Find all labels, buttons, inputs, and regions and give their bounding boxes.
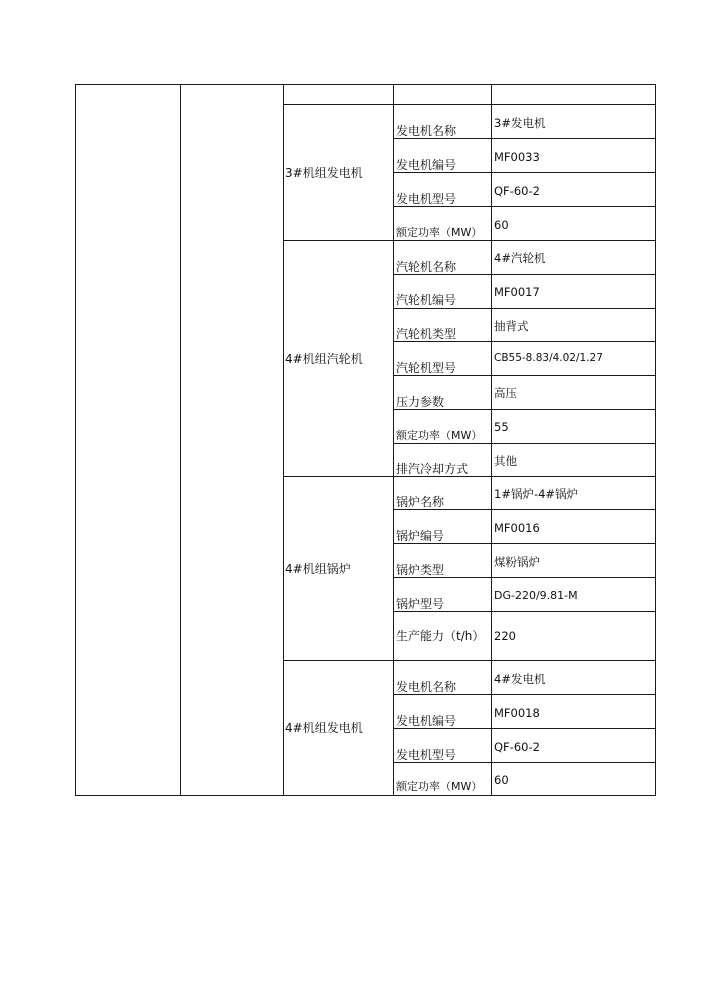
group-separator xyxy=(283,660,656,661)
table-right-border xyxy=(655,84,656,796)
field-value: MF0016 xyxy=(494,521,540,535)
field-value: 4#汽轮机 xyxy=(494,251,546,265)
field-label: 汽轮机编号 xyxy=(396,293,457,307)
field-label: 额定功率（MW） xyxy=(396,226,483,239)
field-value: 60 xyxy=(494,773,509,787)
field-label: 发电机编号 xyxy=(396,158,457,172)
field-value: CB55-8.83/4.02/1.27 xyxy=(494,352,603,364)
field-value: 4#发电机 xyxy=(494,672,546,686)
row-separator xyxy=(393,509,656,510)
row-separator xyxy=(393,543,656,544)
field-label: 发电机型号 xyxy=(396,748,457,762)
field-value: 60 xyxy=(494,218,509,232)
row-separator xyxy=(393,375,656,376)
field-label: 生产能力（t/h） xyxy=(396,629,485,643)
field-value: 220 xyxy=(494,629,516,643)
field-label: 发电机编号 xyxy=(396,714,457,728)
field-value: 其他 xyxy=(494,454,517,468)
row-separator xyxy=(393,577,656,578)
field-label: 汽轮机型号 xyxy=(396,361,457,375)
field-value: 煤粉锅炉 xyxy=(494,555,540,569)
field-label: 发电机名称 xyxy=(396,124,457,138)
row-separator xyxy=(393,274,656,275)
group-separator xyxy=(283,476,656,477)
field-value: MF0033 xyxy=(494,150,540,164)
field-label: 汽轮机名称 xyxy=(396,260,457,274)
field-label: 发电机名称 xyxy=(396,680,457,694)
field-value: MF0017 xyxy=(494,285,540,299)
field-label: 锅炉类型 xyxy=(396,563,445,577)
field-value: 高压 xyxy=(494,386,517,400)
row-separator xyxy=(393,762,656,763)
field-label: 汽轮机类型 xyxy=(396,327,457,341)
column-divider-1 xyxy=(180,84,181,796)
row-separator xyxy=(393,172,656,173)
field-label: 锅炉型号 xyxy=(396,597,445,611)
field-value: DG-220/9.81-M xyxy=(494,589,578,602)
field-value: 抽背式 xyxy=(494,319,529,333)
field-value: QF-60-2 xyxy=(494,184,540,198)
column-divider-2 xyxy=(283,84,284,796)
row-separator xyxy=(393,443,656,444)
field-label: 额定功率（MW） xyxy=(396,780,483,793)
table-bottom-border xyxy=(75,795,656,796)
row-separator xyxy=(393,341,656,342)
table-left-border xyxy=(75,84,76,796)
field-label: 额定功率（MW） xyxy=(396,429,483,442)
group-label: 4#机组锅炉 xyxy=(285,562,351,576)
field-label: 压力参数 xyxy=(396,395,445,409)
column-divider-4 xyxy=(491,84,492,796)
group-label: 4#机组汽轮机 xyxy=(285,352,363,366)
field-value: 55 xyxy=(494,420,509,434)
header-row-line xyxy=(283,104,656,105)
group-label: 4#机组发电机 xyxy=(285,721,363,735)
field-value: QF-60-2 xyxy=(494,740,540,754)
field-label: 锅炉编号 xyxy=(396,529,445,543)
row-separator xyxy=(393,694,656,695)
field-label: 排汽冷却方式 xyxy=(396,462,469,476)
group-separator xyxy=(283,240,656,241)
row-separator xyxy=(393,308,656,309)
row-separator xyxy=(393,728,656,729)
field-value: 3#发电机 xyxy=(494,116,546,130)
field-label: 锅炉名称 xyxy=(396,495,445,509)
column-divider-3 xyxy=(393,84,394,796)
field-label: 发电机型号 xyxy=(396,192,457,206)
table-top-border xyxy=(75,84,656,85)
group-label: 3#机组发电机 xyxy=(285,166,363,180)
row-separator xyxy=(393,138,656,139)
field-value: 1#锅炉-4#锅炉 xyxy=(494,487,579,501)
row-separator xyxy=(393,409,656,410)
row-separator xyxy=(393,611,656,612)
field-value: MF0018 xyxy=(494,706,540,720)
row-separator xyxy=(393,206,656,207)
